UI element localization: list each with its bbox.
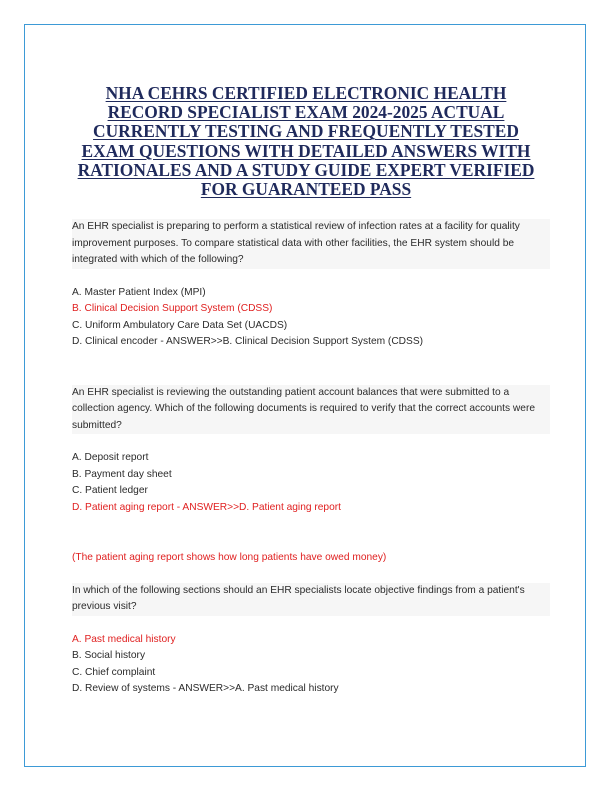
question-2-rationale: (The patient aging report shows how long patients have owed money) <box>72 552 387 563</box>
question-3-option-b: B. Social history <box>72 650 146 661</box>
document-title: NHA CEHRS CERTIFIED ELECTRONIC HEALTH RECORD SPECIALIST EXAM 2024-2025 ACTUAL CURRENTLY TESTING AND FREQUENTLY TESTED EXAM QUESTIONS WITH DETAILED ANSWERS WITH RATIONALES AND A STUDY GUIDE EXPERT VERIFIED FOR GUARANTEED PASS <box>77 82 535 200</box>
question-2-stem: An EHR specialist is reviewing the outstanding patient account balances that were submitted to a collection agency. Which of the following documents is required to verify that the correct accounts were submitted? <box>72 385 550 435</box>
question-3-option-a-correct: A. Past medical history <box>72 633 176 645</box>
question-3-stem: In which of the following sections should an EHR specialists locate objective findings from a patient's previous visit? <box>72 583 550 616</box>
question-1 <box>72 219 550 351</box>
question-1-option-b-correct: B. Clinical Decision Support System (CDSS) <box>72 303 273 314</box>
question-3-option-d-answer: D. Review of systems - ANSWER>>A. Past medical history <box>72 683 339 694</box>
question-1-option-d-answer: D. Clinical encoder - ANSWER>>B. Clinical Decision Support System (CDSS) <box>72 336 424 347</box>
question-2-option-d-answer: D. Patient aging report - ANSWER>>D. Patient aging report <box>72 501 341 513</box>
question-1-option-c: C. Uniform Ambulatory Care Data Set (UACDS) <box>72 319 288 331</box>
spacer <box>72 269 550 285</box>
spacer <box>72 567 550 583</box>
spacer <box>72 434 550 450</box>
question-3 <box>72 583 550 698</box>
spacer <box>72 351 550 385</box>
question-1-stem: An EHR specialist is preparing to perform a statistical review of infection rates at a facility for quality improvement purposes. To compare statistical data with other facilities, the EHR system should be integrated with which of the following? <box>72 219 550 269</box>
spacer <box>72 516 550 550</box>
question-3-option-c: C. Chief complaint <box>72 666 156 678</box>
spacer <box>72 616 550 632</box>
question-list <box>72 219 550 698</box>
question-1-option-a: A. Master Patient Index (MPI) <box>72 286 206 298</box>
question-2-option-a: A. Deposit report <box>72 452 149 463</box>
question-2-option-c: C. Patient ledger <box>72 485 148 496</box>
question-2 <box>72 385 550 567</box>
question-2-option-b: B. Payment day sheet <box>72 468 172 480</box>
